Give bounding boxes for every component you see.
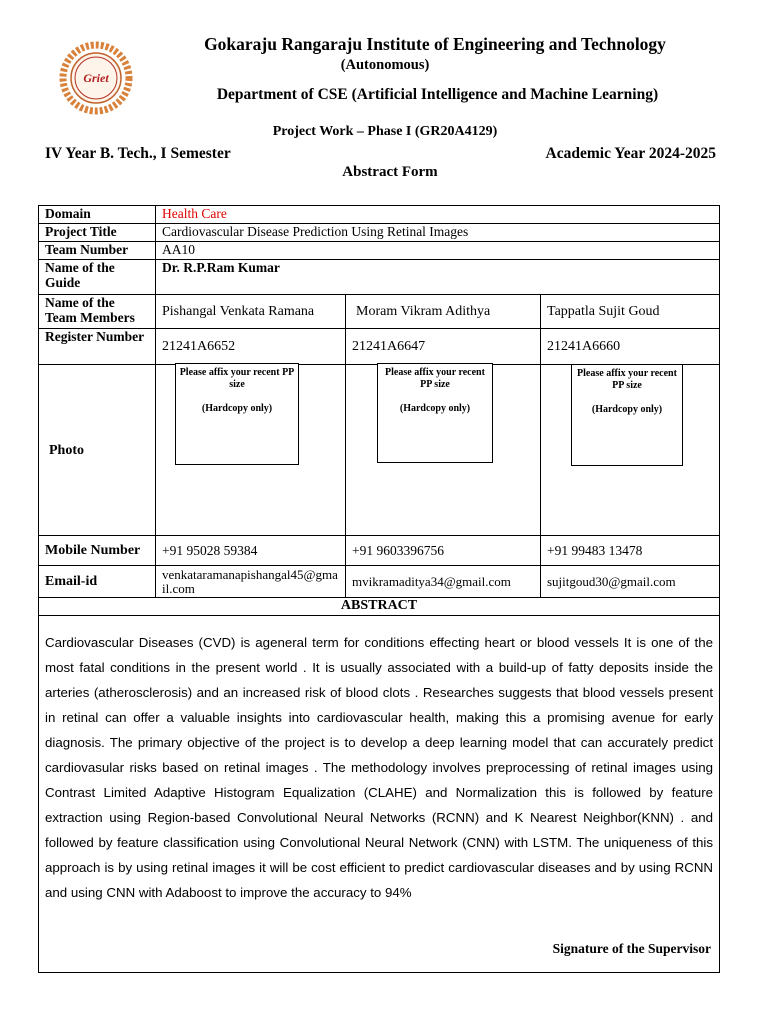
project-title-row: [39, 224, 720, 242]
register-number-3: 21241A6660: [541, 329, 720, 365]
department-name: Department of CSE (Artificial Intelligence and Machine Learning): [216, 86, 659, 103]
register-row: [39, 329, 720, 365]
photo-placeholder-3: [571, 364, 683, 466]
email-2: mvikramaditya34@gmail.com: [346, 566, 541, 598]
logo-text: Griet: [83, 71, 109, 85]
domain-label: Domain: [39, 206, 156, 224]
mobile-number-2: +91 9603396756: [346, 536, 541, 566]
photo-placeholder-2: [377, 363, 493, 463]
email-row: [39, 566, 720, 598]
email-3: sujitgoud30@gmail.com: [541, 566, 720, 598]
guide-label: Name of the Guide: [39, 260, 156, 295]
mobile-row: [39, 536, 720, 566]
project-work-title: Project Work – Phase I (GR20A4129): [272, 124, 498, 139]
photo-cell-2: [346, 365, 541, 536]
photo-placeholder-1: [175, 363, 299, 465]
photo-note: Please affix your recent PP size: [385, 367, 485, 390]
abstract-text: Cardiovascular Diseases (CVD) is ageneral term for conditions effecting heart or blood vessels It is one of the most fatal conditions in the present world . It is usually associated with a build-up of fatty deposits inside the arteries (atherosclerosis) and an increased risk of blood clots . Researches suggests that blood vessels present in retinal can offer a valuable insights into cardiovascular health, making this a promising avenue for early diagnosis. The primary objective of the project is to develop a deep learning model that can accurately predict cardiovasular risks based on retinal images . The methodology involves preprocessing of retinal images using Contrast Limited Adaptive Histogram Equalization (CLAHE) and Normalization this is followed by feature extraction using Region-based Convolutional Neural Networks (RCNN) and K Nearest Neighbor(KNN) . and followed by feature classification using Convolutional Neural Network (CNN) with LSTM. The uniqueness of this approach is by using retinal images it will be cost efficient to predict cardiovascular diseases and by using RCNN and using CNN with Adaboost to improve the accuracy to 94%: [45, 635, 714, 900]
institute-name: Gokaraju Rangaraju Institute of Engineering and Technology: [204, 34, 666, 54]
photo-note: Please affix your recent PP size: [577, 368, 677, 391]
mobile-number-1: +91 95028 59384: [156, 536, 346, 566]
institute-logo: [58, 40, 134, 116]
academic-year: Academic Year 2024-2025: [545, 145, 716, 162]
email-label: Email-id: [39, 566, 156, 598]
abstract-heading: ABSTRACT: [39, 598, 720, 616]
photo-note-hardcopy: (Hardcopy only): [591, 404, 663, 415]
mobile-label: Mobile Number: [39, 536, 156, 566]
register-number-2: 21241A6647: [346, 329, 541, 365]
member-name-3: Tappatla Sujit Goud: [541, 295, 720, 329]
email-1: venkataramanapishangal45@gmail.com: [156, 566, 346, 598]
register-label: Register Number: [39, 329, 156, 365]
guide-value: Dr. R.P.Ram Kumar: [156, 260, 720, 295]
abstract-form-table: [38, 205, 720, 973]
photo-note: Please affix your recent PP size: [179, 367, 295, 390]
photo-label: Photo: [39, 365, 156, 536]
abstract-cell: [39, 616, 720, 973]
abstract-heading-row: [39, 598, 720, 616]
project-title-value: Cardiovascular Disease Prediction Using Retinal Images: [156, 224, 720, 242]
domain-value: Health Care: [156, 206, 720, 224]
team-number-row: [39, 242, 720, 260]
form-title: Abstract Form: [342, 164, 438, 180]
team-number-value: AA10: [156, 242, 720, 260]
photo-cell-1: [156, 365, 346, 536]
photo-cell-3: [541, 365, 720, 536]
abstract-body-row: [39, 616, 720, 973]
register-number-1: 21241A6652: [156, 329, 346, 365]
guide-row: [39, 260, 720, 295]
project-title-label: Project Title: [39, 224, 156, 242]
domain-row: [39, 206, 720, 224]
photo-note-hardcopy: (Hardcopy only): [399, 403, 471, 414]
supervisor-signature-label: Signature of the Supervisor: [552, 941, 712, 956]
team-members-label: Name of the Team Members: [39, 295, 156, 329]
mobile-number-3: +91 99483 13478: [541, 536, 720, 566]
member-name-1: Pishangal Venkata Ramana: [156, 295, 346, 329]
photo-note-hardcopy: (Hardcopy only): [201, 403, 273, 414]
team-members-row: [39, 295, 720, 329]
autonomous-label: (Autonomous): [340, 57, 430, 73]
member-name-2: Moram Vikram Adithya: [346, 295, 541, 329]
year-semester: IV Year B. Tech., I Semester: [45, 145, 231, 162]
photo-row: [39, 365, 720, 536]
team-number-label: Team Number: [39, 242, 156, 260]
